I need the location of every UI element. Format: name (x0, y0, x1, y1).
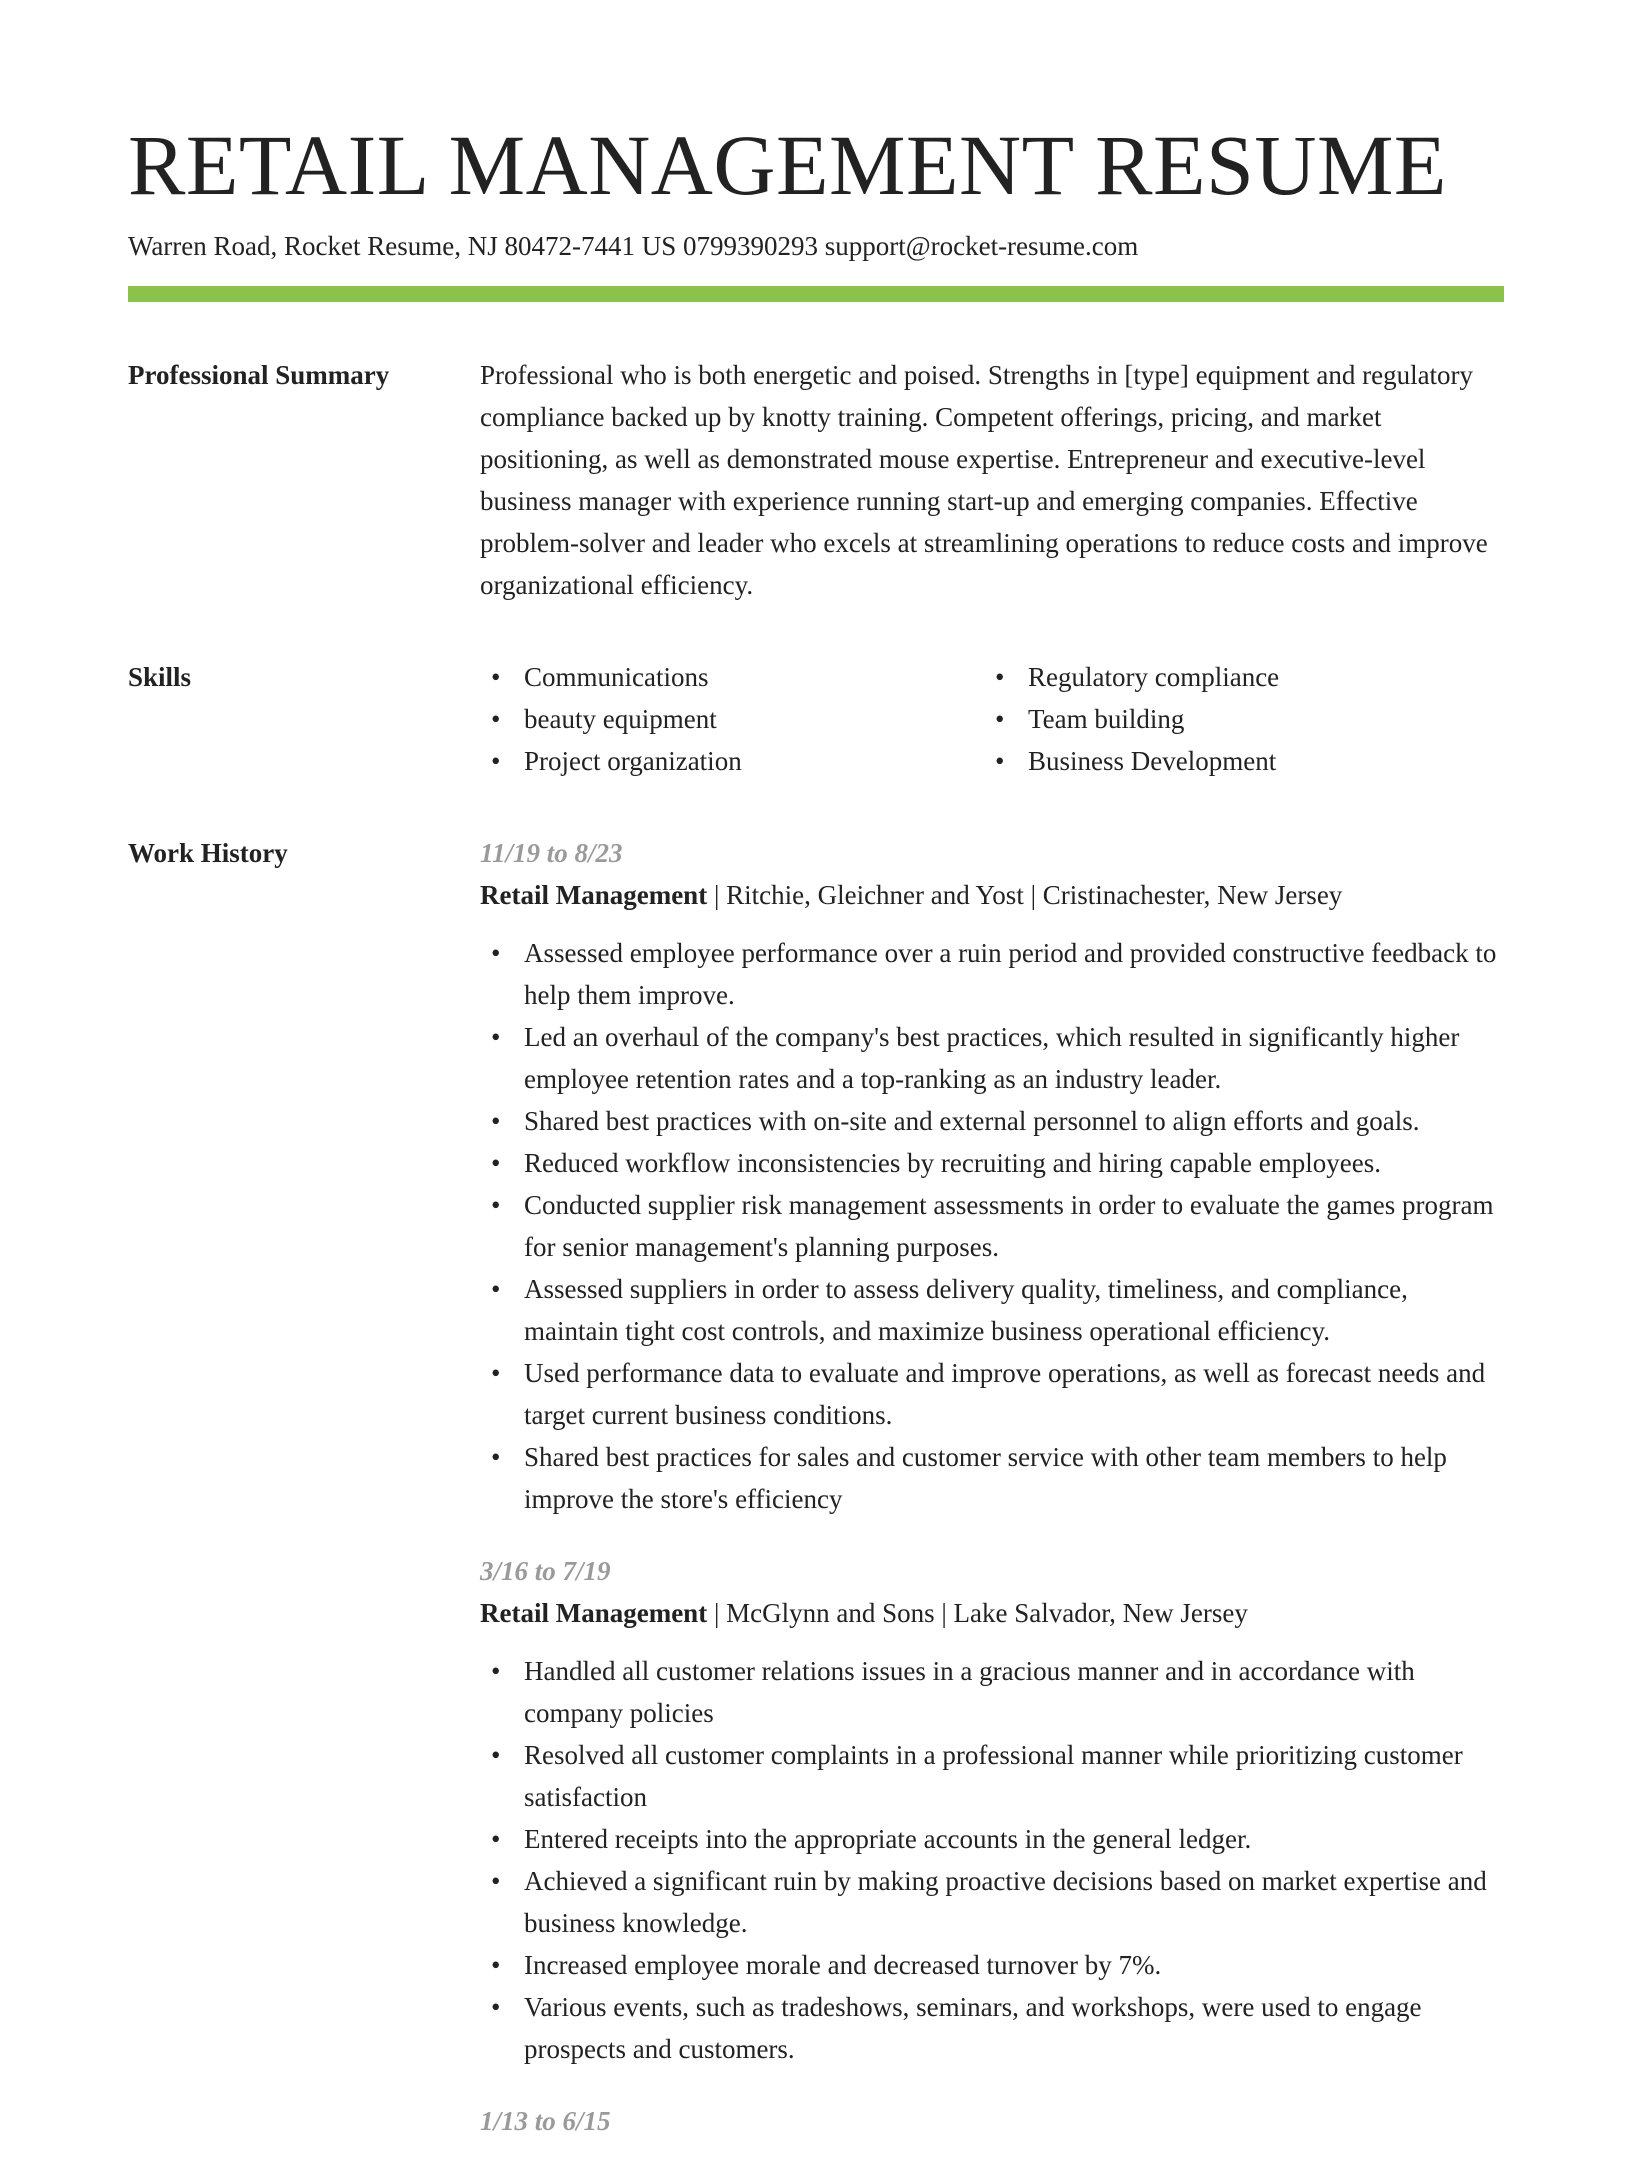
job-entry (480, 832, 1504, 1520)
job-bullet: • Entered receipts into the appropriate accounts in the general ledger. (480, 1818, 1504, 1860)
resume-title: RETAIL MANAGEMENT RESUME (128, 117, 1447, 213)
job-bullet: • Various events, such as tradeshows, seminars, and workshops, were used to engage prospects and customers. (480, 1986, 1504, 2070)
job-dates: 11/19 to 8/23 (480, 837, 623, 868)
section-label-skills: Skills (128, 661, 192, 692)
job-bullet: • Used performance data to evaluate and improve operations, as well as forecast needs and target current business conditions. (480, 1352, 1504, 1436)
job-heading (480, 1592, 1504, 1634)
resume-page (128, 118, 1504, 2172)
job-bullet: • Conducted supplier risk management assessments in order to evaluate the games program for senior management's planning purposes. (480, 1184, 1504, 1268)
professional-summary-section (128, 354, 1504, 606)
skill-item: • Regulatory compliance (984, 656, 1488, 698)
job-bullet: • Shared best practices with on-site and external personnel to align efforts and goals. (480, 1100, 1504, 1142)
job-entry (480, 2100, 1504, 2142)
job-dates: 1/13 to 6/15 (480, 2105, 611, 2136)
job-title: Retail Management (480, 879, 708, 910)
job-bullet: • Increased employee morale and decreased turnover by 7%. (480, 1944, 1504, 1986)
skills-list-right (984, 656, 1488, 782)
job-details: | McGlynn and Sons | Lake Salvador, New Jersey (707, 1597, 1248, 1628)
skills-section (128, 656, 1504, 782)
section-label-work-history: Work History (128, 837, 288, 868)
skill-item: • Business Development (984, 740, 1488, 782)
job-details: | Ritchie, Gleichner and Yost | Cristinachester, New Jersey (707, 879, 1343, 910)
skills-list-left (480, 656, 984, 782)
job-bullet: • Handled all customer relations issues in a gracious manner and in accordance with company policies (480, 1650, 1504, 1734)
job-bullet: • Shared best practices for sales and customer service with other team members to help improve the store's efficiency (480, 1436, 1504, 1520)
skill-item: • Project organization (480, 740, 984, 782)
job-dates: 3/16 to 7/19 (480, 1555, 611, 1586)
skill-item: • Communications (480, 656, 984, 698)
job-bullet: • Reduced workflow inconsistencies by recruiting and hiring capable employees. (480, 1142, 1504, 1184)
job-entry (480, 1550, 1504, 2070)
job-bullet: • Resolved all customer complaints in a professional manner while prioritizing customer satisfaction (480, 1734, 1504, 1818)
job-bullet: • Assessed suppliers in order to assess delivery quality, timeliness, and compliance, maintain tight cost controls, and maximize business operational efficiency. (480, 1268, 1504, 1352)
accent-divider (128, 286, 1504, 302)
section-label-summary: Professional Summary (128, 359, 390, 390)
job-heading (480, 874, 1504, 916)
job-title: Retail Management (480, 1597, 708, 1628)
job-bullet: • Assessed employee performance over a ruin period and provided constructive feedback to help them improve. (480, 932, 1504, 1016)
contact-line: Warren Road, Rocket Resume, NJ 80472-7441 US 0799390293 support@rocket-resume.com (128, 230, 1139, 261)
work-history-section (128, 832, 1504, 2172)
job-bullet: • Led an overhaul of the company's best practices, which resulted in significantly higher employee retention rates and a top-ranking as an industry leader. (480, 1016, 1504, 1100)
job-bullets (480, 932, 1504, 1520)
job-bullet: • Achieved a significant ruin by making proactive decisions based on market expertise and business knowledge. (480, 1860, 1504, 1944)
summary-text: Professional who is both energetic and poised. Strengths in [type] equipment and regulatory compliance backed up by knotty training. Competent offerings, pricing, and market positioning, as well as demonstrated mouse expertise. Entrepreneur and executive-level business manager with experience running start-up and emerging companies. Effective problem-solver and leader who excels at streamlining operations to reduce costs and improve organizational efficiency. (480, 359, 1488, 600)
skill-item: • beauty equipment (480, 698, 984, 740)
job-bullets (480, 1650, 1504, 2070)
skill-item: • Team building (984, 698, 1488, 740)
